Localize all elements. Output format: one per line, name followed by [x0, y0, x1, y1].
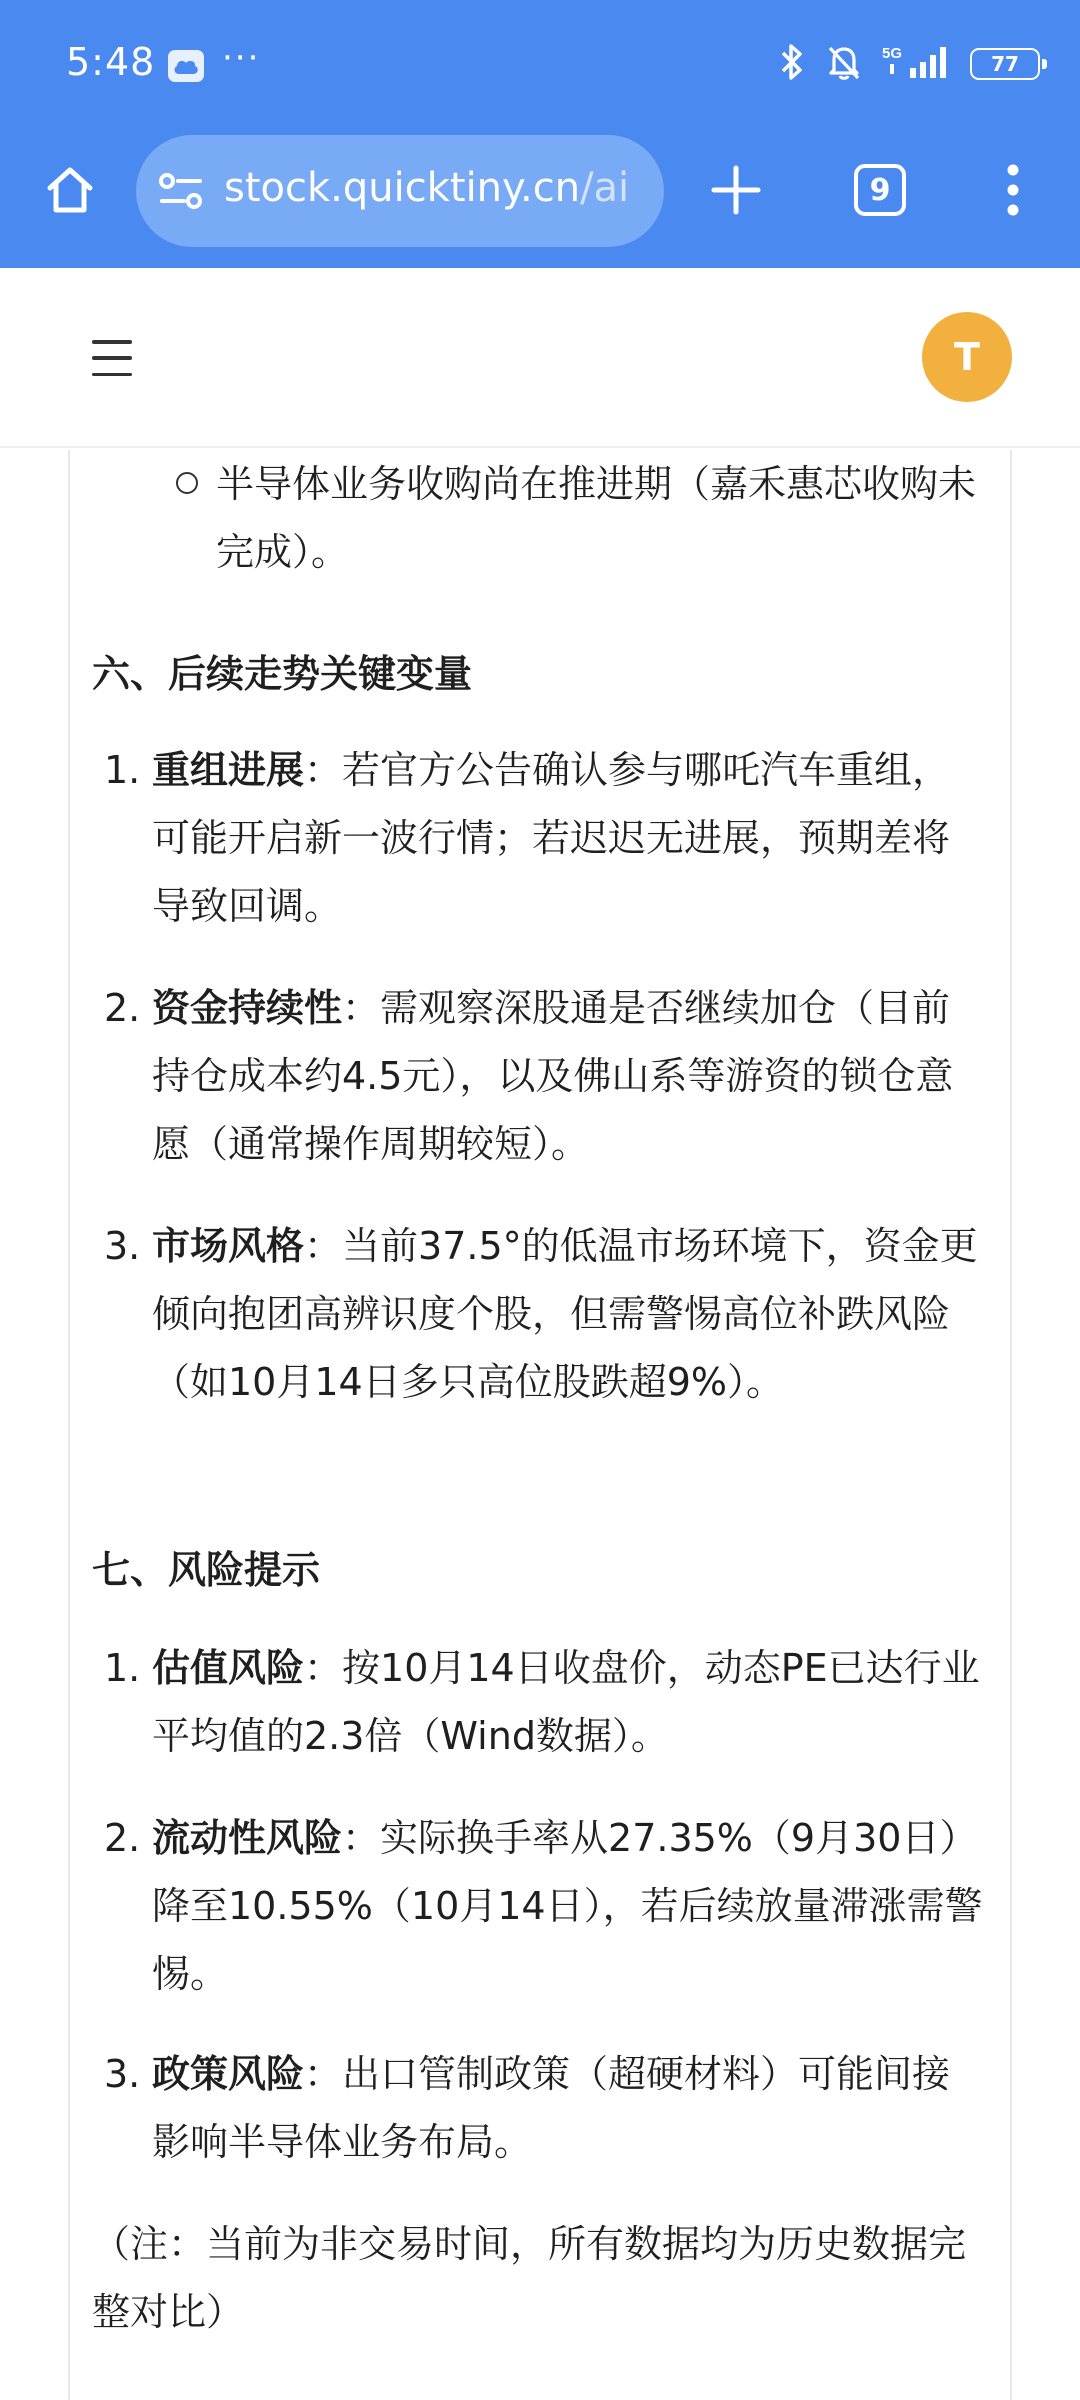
- sub-list-item-text: 半导体业务收购尚在推进期（嘉禾惠芯收购未完成）。: [216, 462, 977, 574]
- bluetooth-icon: [778, 42, 806, 86]
- list-item-number: 1.: [104, 748, 141, 792]
- list-item-text: ：当前37.5°的低温市场环境下，资金更倾向抱团高辨识度个股，但需警惕高位补跌风险（如10月14日多只高位股跌超9%）。: [152, 1224, 978, 1404]
- status-icons: [778, 44, 1040, 84]
- url-bar-row: [0, 130, 1080, 250]
- list-item-text: ：若官方公告确认参与哪吒汽车重组，可能开启新一波行情；若迟迟无进展，预期差将导致回调。: [152, 748, 951, 928]
- address-bar[interactable]: [136, 135, 664, 247]
- list-item-number: 1.: [104, 1646, 141, 1690]
- notification-overflow-icon: ···: [222, 38, 261, 78]
- url-host: stock.quicktiny.cn: [224, 165, 581, 211]
- list-item-term: 市场风格: [152, 1224, 305, 1268]
- list-item-text: ：出口管制政策（超硬材料）可能间接影响半导体业务布局。: [152, 2052, 951, 2164]
- cloud-icon: [168, 50, 204, 82]
- status-bar: [0, 0, 1080, 130]
- site-header: [0, 268, 1080, 448]
- browser-menu-button[interactable]: [986, 154, 1040, 226]
- cellular-signal-icon: [882, 42, 952, 86]
- new-tab-button[interactable]: [700, 154, 772, 226]
- list-item-text: ：按10月14日收盘价，动态PE已达行业平均值的2.3倍（Wind数据）。: [152, 1646, 980, 1758]
- list-item: [104, 1804, 984, 2008]
- tab-switcher-button[interactable]: [846, 156, 914, 224]
- list-item: [104, 974, 984, 1178]
- list-item-term: 流动性风险: [152, 1816, 343, 1860]
- list-item-term: 资金持续性: [152, 986, 343, 1030]
- battery-icon: [970, 48, 1040, 80]
- network-type-label: 5G: [882, 45, 903, 62]
- home-button[interactable]: [34, 154, 106, 226]
- list-item-number: 2.: [104, 986, 141, 1030]
- plus-icon: [710, 164, 762, 216]
- list-item: [104, 2040, 984, 2176]
- section-7-heading: 七、风险提示: [92, 1548, 321, 1592]
- list-item: [104, 1634, 984, 1770]
- home-icon: [42, 162, 98, 218]
- user-avatar[interactable]: T: [922, 312, 1012, 402]
- hamburger-menu-icon[interactable]: [92, 340, 132, 376]
- list-item-text: ：实际换手率从27.35%（9月30日）降至10.55%（10月14日），若后续放量滞涨需警惕。: [152, 1816, 983, 1996]
- site-settings-icon[interactable]: [158, 171, 204, 215]
- sub-list-item: [176, 450, 996, 586]
- list-item-number: 3.: [104, 2052, 141, 2096]
- battery-level: 77: [991, 52, 1019, 76]
- url-path: /ai: [580, 165, 630, 211]
- mute-bell-icon: [824, 42, 864, 86]
- list-item: [104, 736, 984, 940]
- hollow-bullet-icon: [176, 472, 198, 494]
- section-6-heading: 六、后续走势关键变量: [92, 652, 473, 696]
- footnote: （注：当前为非交易时间，所有数据均为历史数据完整对比）: [92, 2222, 967, 2334]
- more-vert-icon: [1006, 164, 1020, 216]
- status-time: 5:48: [66, 40, 156, 84]
- url-text[interactable]: [224, 165, 629, 211]
- list-item-number: 3.: [104, 1224, 141, 1268]
- tab-count: 9: [854, 164, 906, 216]
- list-item-number: 2.: [104, 1816, 141, 1860]
- list-item-text: ：需观察深股通是否继续加仓（目前持仓成本约4.5元），以及佛山系等游资的锁仓意愿（通常操作周期较短）。: [152, 986, 954, 1166]
- browser-chrome: [0, 0, 1080, 268]
- list-item-term: 重组进展: [152, 748, 305, 792]
- list-item-term: 政策风险: [152, 2052, 305, 2096]
- list-item-term: 估值风险: [152, 1646, 305, 1690]
- list-item: [104, 1212, 984, 1416]
